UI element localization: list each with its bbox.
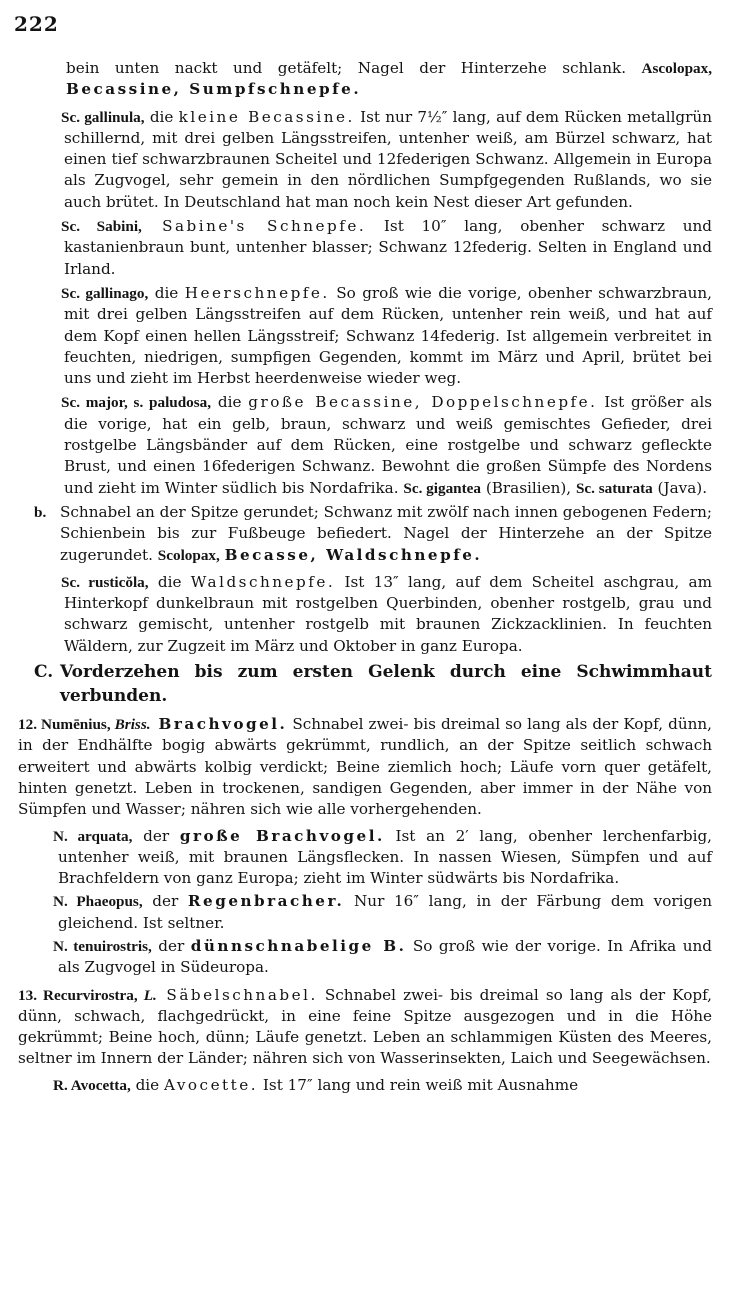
species-tenuirostris: N. tenuirostris, der dünnschnabelige B. So groß wie der vorige. In Afrika und als Zugvogel in Südeuropa. — [53, 936, 713, 977]
species-common-name: große Brachvogel. — [179, 826, 385, 845]
genus-common-name: Brachvogel. — [150, 715, 288, 734]
species-gallinago: Sc. gallinago, die Heerschnepfe. So groß wie die vorige, obenher schwarzbraun, mit drei gelben Längsstreifen auf dem Rücken, untenher rein weiß, und hat auf dem Kopf einen hellen Längsstreif; Schwanz 14federig. Ist allgemein verbreitet in feuchten, niedrigen, sumpfigen Gegenden, kommt im März und April, brütet bei uns und zieht im Herbst heerdenweise wieder weg. — [61, 283, 712, 388]
species-common-name: Avocette. — [163, 1075, 259, 1094]
species-common-name: Regenbracher. — [187, 892, 345, 911]
genus-name: Recurvirostra, — [36, 986, 138, 1004]
species-description: Ist 17″ lang und rein weiß mit Ausnahme — [258, 1075, 579, 1094]
species-rusticola: Sc. rusticŏla, die Waldschnepfe. Ist 13″ lang, auf dem Scheitel aschgrau, am Hinterkopf dunkelbraun mit rostgelben Querbinden, obenher rostgelb, grau und schwarz gemischt, untenher rostgelb mit braunen Zickzacklinien. In feuchten Wäldern, zur Zugzeit im März und Oktober in ganz Europa. — [61, 572, 712, 655]
species-common-name: dünnschnabelige B. — [190, 936, 407, 955]
genus-author: Briss. — [110, 716, 151, 734]
subgroup-b — [18, 502, 712, 566]
species-description: Ist größer als die vorige, hat ein gelb, braun, schwarz und weiß gemischtes Gefieder, drei rostgelbe Längsbänder auf dem Rücken, eine rostgelbe und schwarz gefleckte Brust, und einen 16federigen Schwanz. Bewohnt die großen Sümpfe des Nordens und zieht im Winter südlich bis Nordafrika. — [64, 393, 712, 497]
genus-recurvirostra — [18, 985, 712, 1070]
genus-author: L. — [137, 986, 157, 1004]
species-sci-name: Sc. gallinula, — [61, 108, 145, 126]
genus-description: Schnabel zwei- bis dreimal so lang als der Kopf, dünn, in der Endhälfte bogig abwärts gekrümmt, rundlich, an der Spitze seitlich schwach erweitert und abwärts kolbig verdickt; Beine ziemlich hoch; Läufe vorn quer getäfelt, hinten genetzt. Leben in trockenen, sandigen Gegenden, aber immer in der Nähe von Sümpfen und Wasser; nähren sich wie alle vorhergehenden. — [18, 715, 713, 819]
genus-name: Numēnius, — [36, 716, 111, 734]
page-number: 222 — [14, 12, 59, 36]
genus-common-name: Säbelschnabel. — [156, 985, 318, 1004]
group-marker: C. — [34, 662, 54, 683]
species-avocetta: R. Avocetta, die Avocette. Ist 17″ lang und rein weiß mit Ausnahme — [53, 1075, 579, 1094]
paragraph-continuation — [18, 58, 712, 101]
species-sci-name: N. tenuirostris, — [53, 937, 152, 955]
species-sci-name: Sc. rusticŏla, — [61, 573, 149, 591]
species-sci-name: Sc. gallinago, — [61, 284, 149, 302]
species-common-name: kleine Becassine. — [178, 107, 355, 126]
related-species-name: Sc. gigantea — [403, 479, 481, 497]
species-sci-name: N. arquata, — [53, 827, 133, 845]
subgroup-text: Schnabel an der Spitze gerundet; Schwanz mit zwölf nach innen gebogenen Federn; Schienbein bis zur Fußbeuge befiedert. Nagel der Hinterzehe an der Spitze zugerundet. — [60, 502, 712, 564]
species-gallinula: Sc. gallinula, die kleine Becassine. Ist nur 7½″ lang, auf dem Rücken metallgrün schillernd, mit drei gelben Längsstreifen, untenher weiß, am Bürzel schwarz, hat einen tief schwarzbraunen Scheitel und 12federigen Schwanz. Allgemein in Europa als Zugvogel, sehr gemein in den nördlichen Sumpfgegenden Rußlands, wo sie auch brütet. In Deutschland hat man noch kein Nest dieser Art gefunden. — [61, 107, 712, 211]
related-species-name: Sc. saturata — [575, 479, 653, 497]
species-sabini — [18, 216, 712, 280]
common-name: Becassine, Sumpfschnepfe. — [66, 80, 362, 99]
page-body — [18, 58, 712, 1098]
genus-name: Scolopax, — [157, 546, 220, 564]
species-description: Ist 13″ lang, auf dem Scheitel aschgrau, am Hinterkopf dunkelbraun mit rostgelben Querbinden, obenher rostgelb, grau und schwarz gemischt, untenher rostgelb mit braunen Zickzacklinien. In feuchten Wäldern, zur Zugzeit im März und Oktober in ganz Europa. — [64, 572, 712, 655]
related-species-location: (Java). — [652, 478, 708, 497]
species-common-name: Waldschnepfe. — [190, 572, 336, 591]
genus-numenius — [18, 714, 712, 820]
species-description: Ist an 2′ lang, obenher lerchenfarbig, untenher weiß, mit braunen Längsflecken. In nassen Wiesen, Sümpfen und auf Brachfeldern von ganz Europa; zieht im Winter südwärts bis Nordafrika. — [58, 826, 712, 888]
species-common-name: große Becassine, Doppelschnepfe. — [248, 393, 598, 412]
genus-number: 13. — [18, 986, 37, 1004]
species-description: So groß wie der vorige. In Afrika und als Zugvogel in Südeuropa. — [58, 936, 713, 977]
species-sci-name: N. Phaeopus, — [53, 893, 143, 911]
species-arquata: N. arquata, der große Brachvogel. Ist an 2′ lang, obenher lerchenfarbig, untenher weiß, mit braunen Längsflecken. In nassen Wiesen, Sümpfen und auf Brachfeldern von ganz Europa; zieht im Winter südwärts bis Nordafrika. — [53, 826, 712, 888]
species-common-name: Heerschnepfe. — [184, 283, 330, 302]
species-sci-name: R. Avocetta, — [53, 1076, 131, 1094]
subgroup-marker: b. — [34, 503, 47, 521]
genus-description: Schnabel zwei- bis dreimal so lang als der Kopf, dünn, schwach, flachgedrückt, in eine feine Spitze ausgezogen und in die Höhe gekrümmt; Beine hoch, dünn; Läufe genetzt. Leben an schlammigen Küsten des Meeres, seltner im Innern der Länder; nähren sich von Wasserinsekten, Laich und Seegewächsen. — [18, 985, 713, 1068]
species-sci-name: Sc. major, s. paludosa, — [61, 394, 212, 412]
species-description: So groß wie die vorige, obenher schwarzbraun, mit drei gelben Längsstreifen auf dem Rücken, untenher rein weiß, und hat auf dem Kopf einen hellen Längsstreif; Schwanz 14federig. Ist allgemein verbreitet in feuchten, niedrigen, sumpfigen Gegenden, kommt im März und April, brütet bei uns und zieht im Herbst heerdenweise wieder weg. — [64, 283, 712, 388]
genus-number: 12. — [18, 716, 37, 734]
common-name: Becasse, Waldschnepfe. — [224, 545, 483, 564]
species-major: Sc. major, s. paludosa, die große Becassine, Doppelschnepfe. Ist größer als die vorige, hat ein gelb, braun, schwarz und weiß gemischtes Gefieder, drei rostgelbe Längsbänder auf dem Rücken, eine rostgelbe und schwarz gefleckte Brust, und einen 16federigen Schwanz. Bewohnt die großen Sümpfe des Nordens und zieht im Winter südlich bis Nordafrika. Sc. gigantea (Brasilien), Sc. saturata (Java). — [61, 393, 712, 497]
related-species-location: (Brasilien), — [481, 478, 576, 497]
species-description: Nur 16″ lang, in der Färbung dem vorigen gleichend. Ist seltner. — [58, 892, 712, 932]
group-text: Vorderzehen bis zum ersten Gelenk durch eine Schwimmhaut verbunden. — [60, 662, 712, 707]
species-description: Ist 10″ lang, obenher schwarz und kastanienbraun bunt, untenher blasser; Schwanz 12federig. Selten in England und Irland. — [64, 217, 712, 278]
group-c-heading — [18, 660, 712, 708]
species-description: Ist nur 7½″ lang, auf dem Rücken metallgrün schillernd, mit drei gelben Längsstreifen, untenher weiß, am Bürzel schwarz, hat einen tief schwarzbraunen Scheitel und 12federigen Schwanz. Allgemein in Europa als Zugvogel, sehr gemein in den nördlichen Sumpfgegenden Rußlands, wo sie auch brütet. In Deutschland hat man noch kein Nest dieser Art gefunden. — [64, 107, 712, 211]
genus-name: Ascolopax, — [641, 60, 713, 77]
continuation-text: bein unten nackt und getäfelt; Nagel der Hinterzehe schlank. — [66, 59, 627, 77]
species-sci-name: Sc. Sabini, — [61, 218, 142, 236]
species-common-name: Sabine's Schnepfe. — [141, 217, 367, 236]
species-phaeopus: N. Phaeopus, der Regenbracher. Nur 16″ lang, in der Färbung dem vorigen gleichend. Ist seltner. — [53, 892, 712, 932]
